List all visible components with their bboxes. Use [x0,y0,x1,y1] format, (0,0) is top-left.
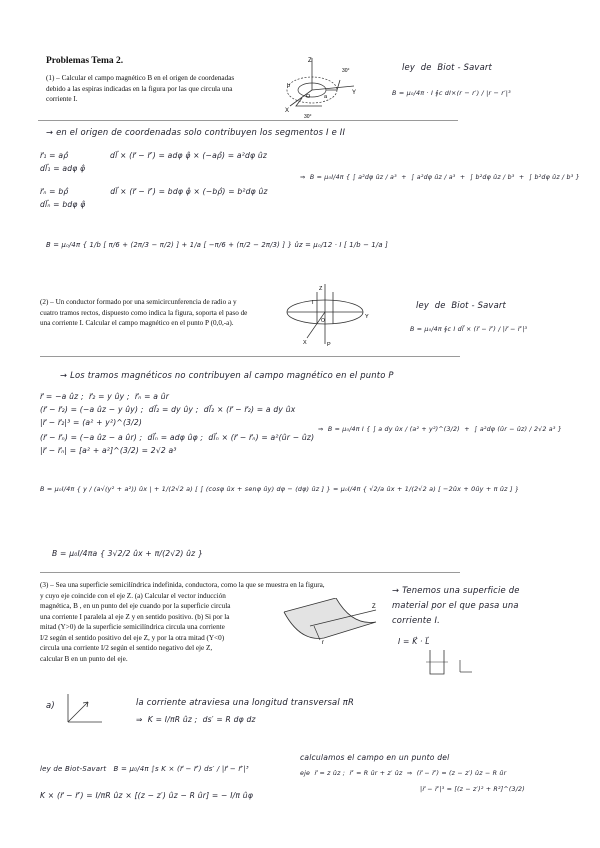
problem-3-line: circula una corriente I/2 según el sentido negativo del eje Z, [40,644,213,652]
side-note-line: corriente I. [392,615,441,625]
problem-2-line: una corriente I. Calcular el campo magnético en el punto P (0,0,-a). [40,319,234,327]
work-line: calculamos el campo en un punto del [300,753,450,762]
problem-1-figure [282,54,362,120]
problem-2-line: cuatro tramos rectos, dispuesto como indica la figura, soporta el paso de [40,308,248,317]
problem-2-figure [285,278,380,348]
work-line: ⇒ K = I/πR ûz ; ds′ = R dφ dz [136,715,256,724]
figure-label-angle-top: 30° [342,68,350,74]
work-line: ley de Biot-Savart B = μ₀/4π ∫s K × (r⃗ − r⃗′) ds′ / |r⃗ − r⃗′|³ [40,765,249,773]
problem-3-line: I/2 según el sentido positivo del eje Z, y por la otra mitad (Y<0) [40,633,225,642]
divider [40,572,460,573]
side-note-line: material por el que pasa una [392,600,519,610]
work-line: (r⃗ − r⃗ₙ) = (−a ûz − a ûr) ; dl⃗ₙ = adφ ûφ ; dl⃗ₙ × (r⃗ − r⃗ₙ) = a²(ûr − ûz) [40,433,315,442]
work-line: dl⃗ₙ = bdφ φ̂ [40,200,86,209]
figure-label-origin: O [306,94,311,100]
problem-3-line: calcular B en un punto del eje. [40,654,128,663]
biot-savart-formula-2: B = μ₀/4π ∮c I dl⃗ × (r⃗ − r⃗′) / |r⃗ − r⃗′|³ [410,326,528,333]
work-line: eje r⃗ = z ûz ; r⃗′ = R ûr + z′ ûz ⇒ (r⃗ − r⃗′) = (z − z′) ûz − R ûr [300,770,507,777]
figure2-label-i: I [312,300,314,306]
figure3-label-r: r [322,640,324,646]
figure-label-b: b [287,83,291,89]
figure3-label-z: Z [372,604,376,610]
problem-1-line: debido a las espiras indicadas en la figura por las que circula una [46,84,233,93]
divider [38,120,458,121]
problem-2-statement [40,297,285,329]
work-line: ⇒ B = μ₀I/4π { ∫ a²dφ ûz / a³ + ∫ a²dφ ûz / a³ + ∫ b²dφ ûz / b³ + ∫ b²dφ ûz / b³ } [300,174,580,181]
problem-3-line: (3) – Sea una superficie semicilíndrica indefinida, conductora, como la que se muestra en la figura, [40,581,325,589]
work-line: (r⃗ − r⃗₂) = (−a ûz − y ûy) ; dl⃗₂ = dy ûy ; dl⃗₂ × (r⃗ − r⃗₂) = a dy ûx [40,405,296,414]
figure-label-z: Z [308,58,312,64]
work-line: B = μ₀/4π { 1/b [ π/6 + (2π/3 − π/2) ] + 1/a [ −π/6 + (π/2 − 2π/3) ] } ûz = μ₀/12 · I [ 1/b − 1/a ] [46,241,388,249]
work-line: → en el origen de coordenadas solo contribuyen los segmentos I e II [46,127,346,137]
figure2-label-p: P [327,342,331,348]
figure2-label-z: Z [319,286,323,292]
divider [40,356,460,357]
work-line: r⃗ₙ = bρ̂ dl⃗ × (r⃗ − r⃗′) = bdφ φ̂ × (−bρ̂) = b²dφ ûz [40,187,268,196]
problem-2-line: (2) – Un conductor formado por una semicircunferencia de radio a y [40,298,237,306]
page-title: Problemas Tema 2. [46,56,124,66]
problem-3-line: y cuyo eje coincide con el eje Z. (a) Calcular el vector inducción [40,591,226,600]
figure2-label-y: Y [365,314,369,320]
problem-3-figure [280,598,380,648]
work-line: dl⃗₁ = adφ φ̂ [40,164,86,173]
axes-sketch [62,688,106,728]
work-line: B = μ₀I/4π { y / (a√(y² + a²)) ûx | + 1/(2√2 a) [ ∫ (cosφ ûx + senφ ûy) dφ − (dφ) ûz ] } = μ₀I/4π { √2/a ûx + 1/(2√2 a) [ −2ûx + 0ûy + π ûz ] } [40,485,520,493]
problem-3-line: magnética, B , en un punto del eje cuando por la superficie circula [40,602,231,610]
figure2-label-x: X [303,340,307,346]
biot-savart-heading-2: ley de Biot - Savart [416,300,507,310]
figure-label-a: a [324,94,328,100]
work-line: B = μ₀I/4πa { 3√2/2 ûx + π/(2√2) ûz } [52,549,204,558]
side-note-line: I = K⃗ · L⃗ [398,637,430,646]
figure-label-angle-bottom: 30° [304,114,312,120]
figure-label-y: Y [352,90,357,96]
side-note-line: → Tenemos una superficie de [392,585,520,595]
problem-1-line: (1) – Calcular el campo magnético B en el origen de coordenadas [46,74,235,82]
surface-sketch [420,644,480,680]
figure2-label-o: O [321,318,325,324]
problem-1-line: corriente I. [46,95,78,103]
work-line: a) [46,700,55,710]
work-line: r⃗ = −a ûz ; r⃗₂ = y ûy ; r⃗ₙ = a ûr [40,392,170,401]
work-line: |r⃗ − r⃗₂|³ = (a² + y²)^(3/2) [40,418,143,427]
biot-savart-heading-1: ley de Biot - Savart [402,62,493,72]
figure-label-x: X [285,108,290,114]
biot-savart-formula-1: B = μ₀/4π · I ∮c dl×(r − r′) / |r − r′|³ [392,89,511,97]
work-line: K × (r⃗ − r⃗′) = I/πR ûz × [(z − z′) ûz − R ûr] = − I/π ûφ [40,791,254,800]
work-line: → Los tramos magnéticos no contribuyen al campo magnético en el punto P [60,370,394,380]
problem-3-line: mitad (Y>0) de la superficie semicilíndrica circula una corriente [40,623,225,631]
work-line: |r⃗ − r⃗′|³ = [(z − z′)² + R²]^(3/2) [420,786,525,793]
work-line: r⃗₁ = aρ̂ dl⃗ × (r⃗ − r⃗′) = adφ φ̂ × (−aρ̂) = a²dφ ûz [40,151,268,160]
work-line: la corriente atraviesa una longitud transversal πR [136,697,355,707]
work-line: ⇒ B = μ₀/4π I { ∫ a dy ûx / (a² + y²)^(3/2) + ∫ a²dφ (ûr − ûz) / 2√2 a³ } [318,426,562,433]
problem-3-line: una corriente I paralela al eje Z y en sentido positivo. (b) Si por la [40,612,230,621]
problem-1-statement [46,73,281,105]
work-line: |r⃗ − r⃗ₙ| = [a² + a²]^(3/2) = 2√2 a³ [40,446,177,455]
